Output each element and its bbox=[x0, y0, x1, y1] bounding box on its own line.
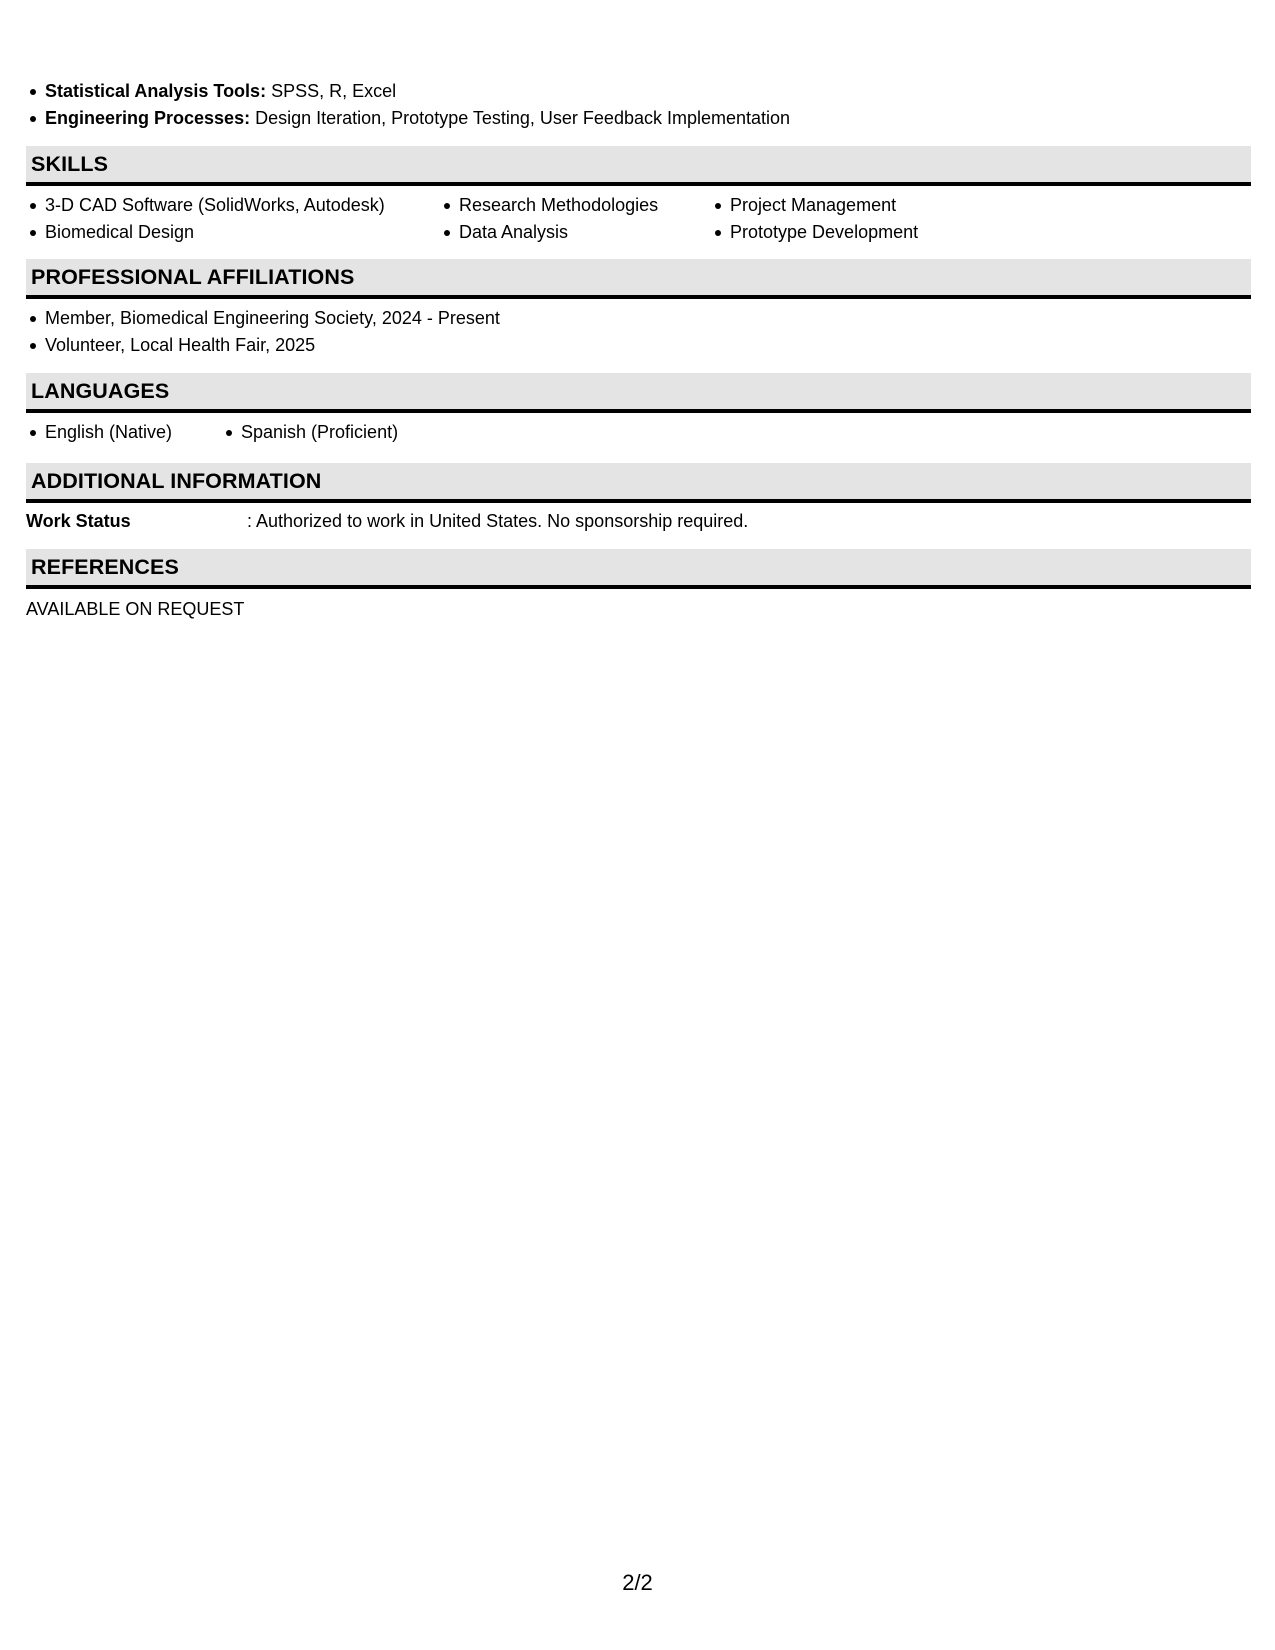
item-label: Statistical Analysis Tools: bbox=[45, 81, 267, 101]
languages-col-1 bbox=[26, 419, 222, 446]
skills-column-3 bbox=[711, 192, 1030, 246]
skills-column-1 bbox=[26, 192, 440, 246]
list-item: English (Native) bbox=[45, 419, 222, 446]
skills-column-2 bbox=[440, 192, 711, 246]
item-value: SPSS, R, Excel bbox=[271, 81, 397, 101]
affiliations-list bbox=[26, 299, 1251, 359]
work-status-row bbox=[26, 503, 1251, 535]
list-item bbox=[45, 78, 1251, 105]
item-label: Engineering Processes: bbox=[45, 108, 251, 128]
section-header-languages: LANGUAGES bbox=[26, 373, 1251, 413]
skills-grid bbox=[26, 186, 1251, 246]
resume-page bbox=[26, 78, 1251, 623]
list-item: 3-D CAD Software (SolidWorks, Autodesk) bbox=[45, 192, 440, 219]
list-item: Prototype Development bbox=[730, 219, 1030, 246]
tools-list bbox=[26, 78, 1251, 132]
list-item: Member, Biomedical Engineering Society, 2024 - Present bbox=[45, 305, 1251, 332]
page-number: 2/2 bbox=[622, 1570, 653, 1595]
languages-col-2 bbox=[222, 419, 398, 446]
section-header-skills: SKILLS bbox=[26, 146, 1251, 186]
list-item: Data Analysis bbox=[459, 219, 711, 246]
list-item: Biomedical Design bbox=[45, 219, 440, 246]
languages-list bbox=[26, 413, 1251, 446]
list-item: Spanish (Proficient) bbox=[241, 419, 398, 446]
list-item: Project Management bbox=[730, 192, 1030, 219]
section-header-affiliations: PROFESSIONAL AFFILIATIONS bbox=[26, 259, 1251, 299]
references-text: AVAILABLE ON REQUEST bbox=[26, 599, 245, 619]
list-item: Research Methodologies bbox=[459, 192, 711, 219]
section-header-references: REFERENCES bbox=[26, 549, 1251, 589]
list-item bbox=[45, 105, 1251, 132]
section-header-additional: ADDITIONAL INFORMATION bbox=[26, 463, 1251, 503]
list-item: Volunteer, Local Health Fair, 2025 bbox=[45, 332, 1251, 359]
work-status-label: Work Status bbox=[26, 511, 131, 531]
work-status-value: : Authorized to work in United States. No sponsorship required. bbox=[247, 511, 749, 531]
item-value: Design Iteration, Prototype Testing, User Feedback Implementation bbox=[255, 108, 791, 128]
